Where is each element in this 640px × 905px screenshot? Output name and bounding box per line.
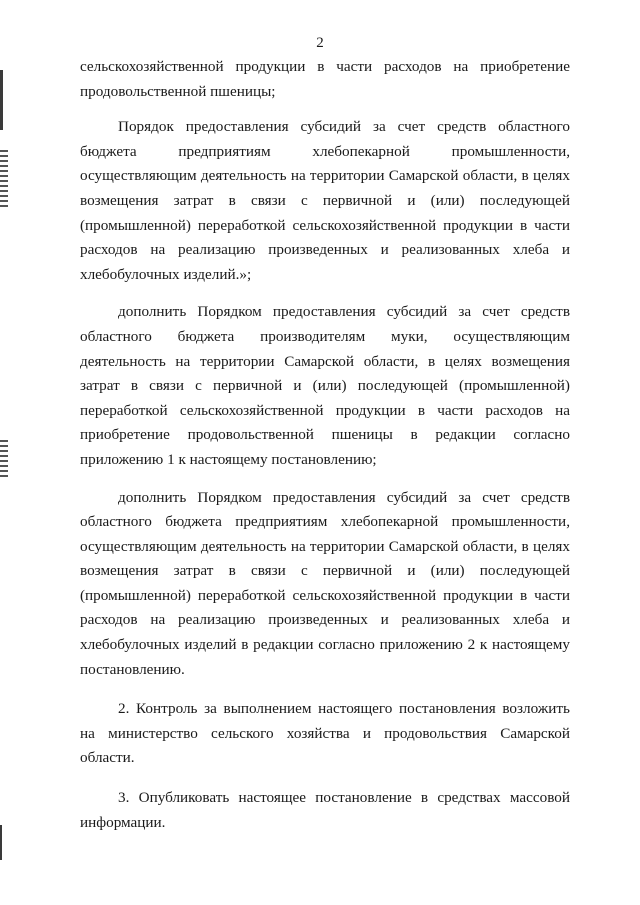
document-body (80, 55, 570, 835)
paragraph-control-clause: 2. Контроль за выполнением настоящего постановления возложить на министерство сельского хозяйства и продовольствия Самарской области. (80, 700, 570, 767)
scan-edge-mark (0, 70, 3, 130)
scan-edge-mark (0, 825, 2, 860)
paragraph-continuation: сельскохозяйственной продукции в части расходов на приобретение продовольственной пшеницы; (80, 58, 570, 100)
paragraph-publication-clause: 3. Опубликовать настоящее постановление в средствах массовой информации. (80, 789, 570, 831)
paragraph-bakery-procedure-title: Порядок предоставления субсидий за счет средств областного бюджета предприятиям хлебопекарной промышленности, осуществляющим деятельность на территории Самарской области, в целях возмещения затрат в связи с первичной и (или) последующей (промышленной) переработкой сельскохозяйственной продукции в части расходов на реализацию произведенных и реализованных хлеба и хлебобулочных изделий.»; (80, 118, 570, 283)
page-number: 2 (316, 35, 324, 51)
paragraph-add-flour-procedure: дополнить Порядком предоставления субсидий за счет средств областного бюджета производителям муки, осуществляющим деятельность на территории Самарской области, в целях возмещения затрат в связи с первичной и (или) последующей (промышленной) переработкой сельскохозяйственной продукции в части расходов на приобретение продовольственной пшеницы в редакции согласно приложению 1 к настоящему постановлению; (80, 303, 570, 468)
scan-binding-holes (0, 440, 8, 480)
paragraph-add-bakery-procedure: дополнить Порядком предоставления субсидий за счет средств областного бюджета предприятиям хлебопекарной промышленности, осуществляющим деятельность на территории Самарской области, в целях возмещения затрат в связи с первичной и (или) последующей (промышленной) переработкой сельскохозяйственной продукции в части расходов на реализацию произведенных и реализованных хлеба и хлебобулочных изделий в редакции согласно приложению 2 к настоящему постановлению. (80, 488, 570, 678)
scan-binding-holes (0, 150, 8, 210)
